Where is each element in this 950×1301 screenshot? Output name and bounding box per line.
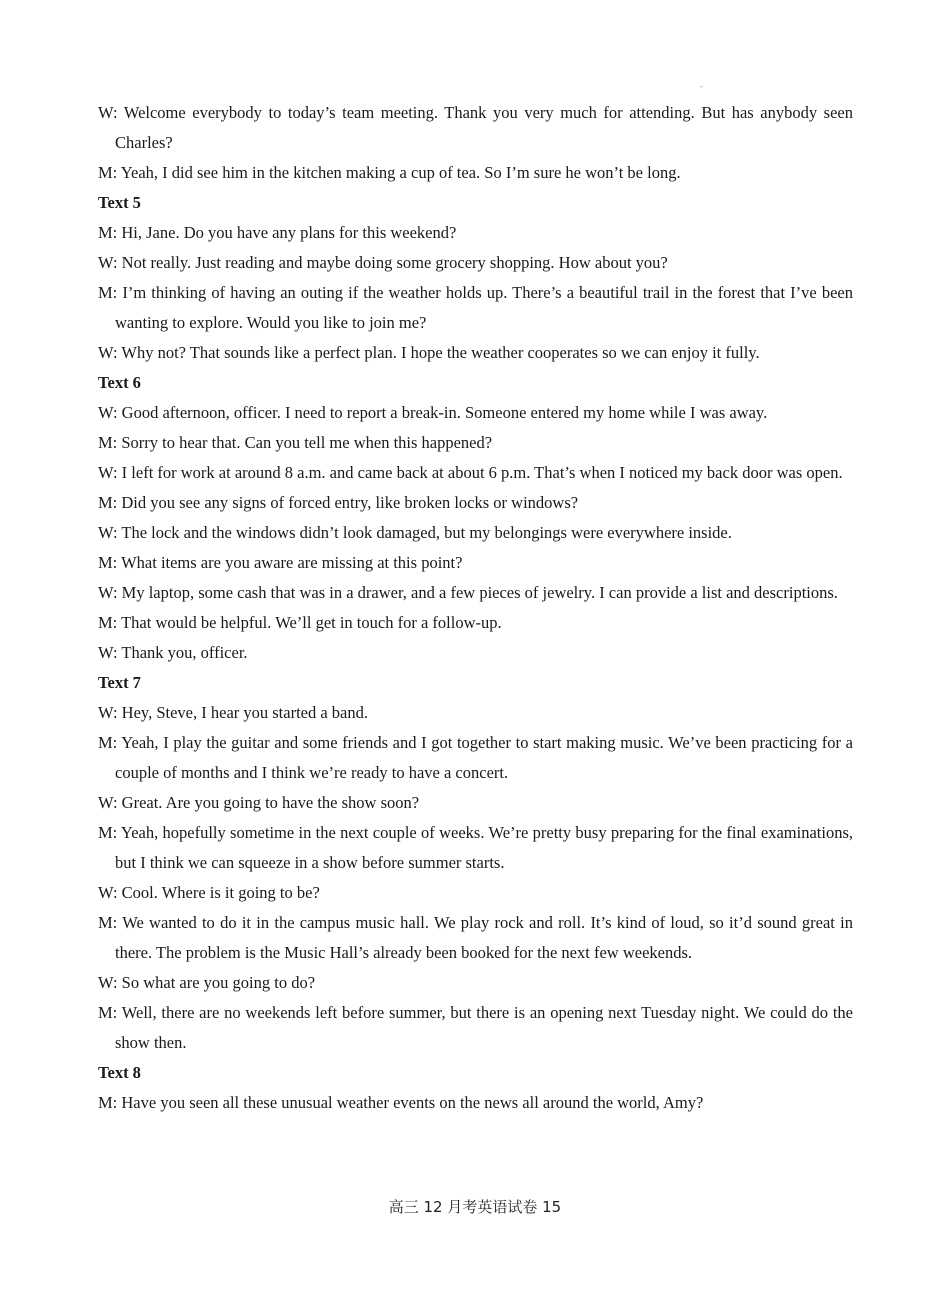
dialogue-line: W: Not really. Just reading and maybe doing some grocery shopping. How about you? [98, 253, 668, 272]
section-heading: Text 7 [98, 673, 141, 692]
dialogue-line: W: Why not? That sounds like a perfect plan. I hope the weather cooperates so we can enjoy it fully. [98, 343, 760, 362]
dialogue-line: W: Thank you, officer. [98, 643, 248, 662]
dialogue-line: M: What items are you aware are missing at this point? [98, 553, 463, 572]
dialogue-line: W: I left for work at around 8 a.m. and came back at about 6 p.m. That’s when I noticed my back door was open. [98, 463, 843, 482]
dialogue-line: M: We wanted to do it in the campus music hall. We play rock and roll. It’s kind of loud, so it’d sound great in there. The problem is the Music Hall’s already been booked for the next few weekends. [98, 913, 853, 962]
dialogue-line: W: The lock and the windows didn’t look damaged, but my belongings were everywhere inside. [98, 523, 732, 542]
page-footer: 高三 12 月考英语试卷 15 [388, 1198, 562, 1216]
dialogue-line: M: That would be helpful. We’ll get in touch for a follow-up. [98, 613, 502, 632]
section-heading: Text 6 [98, 373, 141, 392]
dialogue-line: M: Yeah, I did see him in the kitchen making a cup of tea. So I’m sure he won’t be long. [98, 163, 681, 182]
dialogue-line: M: Yeah, hopefully sometime in the next couple of weeks. We’re pretty busy preparing for the final examinations, but I think we can squeeze in a show before summer starts. [98, 823, 853, 872]
dialogue-line: M: I’m thinking of having an outing if the weather holds up. There’s a beautiful trail in the forest that I’ve been wanting to explore. Would you like to join me? [98, 283, 853, 332]
document-body [98, 98, 853, 1118]
dialogue-line: W: So what are you going to do? [98, 973, 316, 992]
dialogue-line: W: Great. Are you going to have the show soon? [98, 793, 420, 812]
dialogue-line: M: Hi, Jane. Do you have any plans for this weekend? [98, 223, 457, 242]
dialogue-line: M: Sorry to hear that. Can you tell me when this happened? [98, 433, 493, 452]
dialogue-line: M: Did you see any signs of forced entry, like broken locks or windows? [98, 493, 579, 512]
dialogue-line: M: Have you seen all these unusual weather events on the news all around the world, Amy? [98, 1093, 704, 1112]
dialogue-line: W: Hey, Steve, I hear you started a band. [98, 703, 369, 722]
section-heading: Text 5 [98, 193, 141, 212]
dialogue-line: W: Cool. Where is it going to be? [98, 883, 320, 902]
dialogue-line: W: Welcome everybody to today’s team meeting. Thank you very much for attending. But has anybody seen Charles? [98, 103, 853, 152]
dialogue-line: W: Good afternoon, officer. I need to report a break-in. Someone entered my home while I was away. [98, 403, 768, 422]
dialogue-line: M: Yeah, I play the guitar and some friends and I got together to start making music. We’ve been practicing for a couple of months and I think we’re ready to have a concert. [98, 733, 853, 782]
dialogue-line: W: My laptop, some cash that was in a drawer, and a few pieces of jewelry. I can provide a list and descriptions. [98, 583, 838, 602]
scan-mark: - [700, 82, 703, 91]
dialogue-line: M: Well, there are no weekends left before summer, but there is an opening next Tuesday night. We could do the show then. [98, 1003, 853, 1052]
section-heading: Text 8 [98, 1063, 141, 1082]
